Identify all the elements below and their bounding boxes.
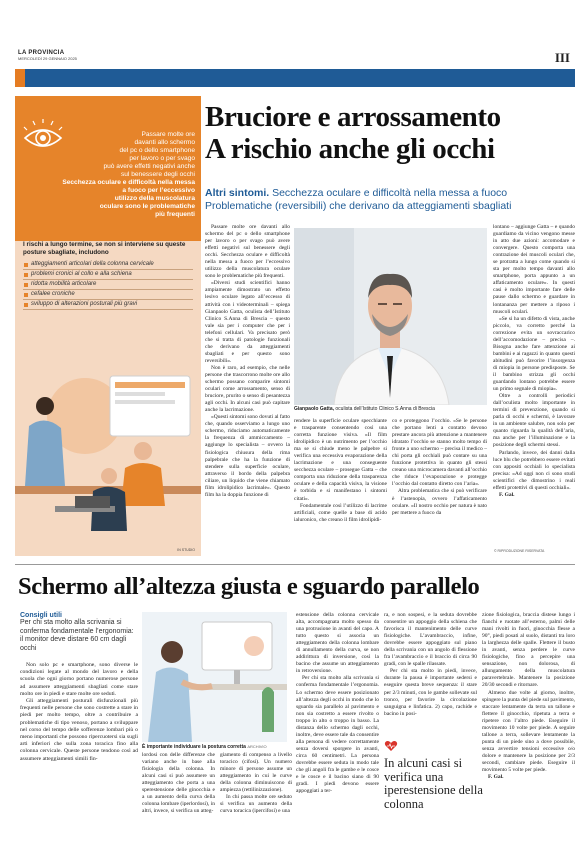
kicker: Altri sintomi. (205, 187, 270, 199)
issue-date: MERCOLEDÌ 29 GENNAIO 2025 (18, 56, 77, 61)
masthead (18, 50, 77, 61)
paragraph: «Se si ha un difetto di vista, anche piccolo, va corretto perché la correzione evita un sovraccarico dell’accomodazione – precisa –. Bisogna anche fare attenzione ai bambini e ai ragazzi in quanto questi abitudini può favorire l’insorgenza di miopia in persone predisposte. Se il bambino strizza gli occhi guardando lontano potrebbe essere un primo segnale di miopia». (493, 315, 575, 393)
headline-line: Bruciore e arrossamento (205, 101, 501, 133)
caption-name: Gianpaolo Gatta, (294, 406, 335, 412)
infographic-panel (15, 96, 201, 556)
paragraph: Passare molte ore davanti allo schermo del pc o dello smartphone per lavoro o per svago può avere effetti negativi sul benessere degli occhi. Secchezza oculare e difficoltà nella messa a fuoco per l’eccessivo utilizzo della muscolatura oculare sono le problematiche più frequenti. (205, 224, 290, 280)
photo2-caption (142, 744, 302, 750)
risk-item: cefalee croniche (23, 290, 193, 300)
paragraph: rendere la superficie oculare specchiante e trasparente consentendo così una corretta funzione visiva. «Il film idrolipidico è un nutrimento per l’occhio ma se si chiude meno le palpebre si verifica una eccessiva evaporazione della lacrimazione e una conseguente secchezza oculare – prosegue Gatta – che comporta una riduzione della trasparenza oculare e della capacità visiva, la visione è torbida e si manifestano i sintomi citati». (294, 418, 387, 502)
section-bar-accent (15, 69, 25, 87)
paragraph: Non solo pc e smartphone, sono diverse le condizioni legate al mondo del lavoro e della scuola che ogni giorno portano numerose persone ad assumere atteggiamenti sbagliati come stare molto ore in piedi e stare molte ore seduti. (20, 662, 138, 697)
article1-column-4 (493, 224, 575, 542)
photo1-caption (294, 406, 487, 412)
paragraph: Gli atteggiamenti posturali disfunzionali più frequenti nelle persone che sono costrette a stare in piedi per molto tempo, oltre a contribuire a problematiche di tipo venoso, portano a sviluppare nel corso del tempo delle sofferenze lombari più o meno importanti che possono ripercuotersi sia sugli arti inferiori che sulla zona toracica fino alla colonna cervicale. Queste persone tendono così ad assumere atteggiamenti simili fin- (20, 698, 138, 762)
heart-icon (384, 740, 398, 752)
risk-item: problemi cronici al collo e alla schiena (23, 270, 193, 280)
posture-photo (142, 612, 287, 742)
signature: F. Gal. (499, 491, 515, 498)
pull-quote: In alcuni casi si verifica una iperestensione della colonna (384, 756, 483, 811)
paragraph: In chi passa molte ore seduto si verifica un aumento della curva toracica (ipercifosi) e una (220, 794, 292, 815)
paragraph: giamento di compenso a livello toracico (cifosi). Un numero minore di persone assume un atteggiamento in cui le curve della colonna diminuiscono di ampiezza (rettilinizzazione). (220, 752, 292, 794)
caption-bold: È importante individuare la postura corretta (142, 744, 246, 750)
paragraph: zione fisiologica, braccia distese lungo i fianchi e ruotate all’esterno, palmi delle mani rivolti in fuori, ginocchia flesse a 90°, piedi posati al suolo, distanti tra loro la larghezza delle spalle. Flettere il busto in avanti, senza perdere le curve fisiologiche, fino a percepire una sensazione, non dolorosa, di allungamento della muscolatura paravertebrale. Mantenere la posizione 20/30 secondi e ritornare. (482, 612, 575, 689)
posture-graphic (142, 612, 287, 742)
paragraph: lordosi con delle differenze che variano anche in base alla fisiologia della colonna. In alcuni casi si può assumere un atteggiamento che porta a una sperestensione delle ginocchia e a un aumento della curva della colonna lombare (iperlordosi), in altri, invece, si verifica un atteg- (142, 752, 215, 815)
paragraph: estensione della colonna cervicale alta, accompagnata molto spesso da una protrusione in avanti del capo. A tutto questo si associa un atteggiamento della colonna lombare di annullamento della curva, se non addirittura di inversione, così la bacino che assume un atteggiamento in retroversione. (296, 612, 379, 675)
portrait-graphic (294, 228, 487, 405)
sidebar-text: Per chi sta molto alla scrivania si conferma fondamentale l’ergonomia: il monitor deve distare 60 cm dagli occhi (20, 619, 134, 652)
intro-bold-line: oculare sono le problematiche (99, 203, 195, 210)
intro-bold-line: più frequenti (155, 211, 195, 218)
article1-column-2 (294, 418, 387, 556)
caption-text: oculista dell’Istituto Clinico S.Anna di Brescia (335, 406, 435, 412)
illustration-credit: IN STUDIO (177, 548, 195, 552)
paragraph: Altra problematica che si può verificare è l’astenopia, ovvero l’affaticamento oculare. «Il nostro occhio per natura è nato per mettere a fuoco da (392, 488, 487, 516)
article1-column-1 (205, 224, 290, 556)
paragraph: co e proteggono l’occhio. «Se le persone che portano lenti a contatto devono prestare ancora più attenzione a mantenere idratato l’occhio se stanno molto tempo di fronte a uno schermo – precisa il medico – chi porta gli occhiali può contare su una funzione protettiva in quanto gli stessi creano una microcamera davanti all’occhio che riduce l’evaporazione e protegge l’occhio dal contatto diretto con l’aria». (392, 418, 487, 488)
section-divider (15, 564, 575, 565)
article2-headline: Schermo all’altezza giusta e sguardo parallelo (18, 573, 480, 600)
intro-bold-line: a fuoco per l’eccessivo (122, 187, 195, 194)
infographic-intro (57, 131, 195, 219)
article1-subheading (205, 187, 575, 213)
office-illustration (15, 356, 201, 556)
risk-item: atteggiamenti articolari della colonna cervicale (23, 260, 193, 270)
paragraph: lontano – aggiunge Gatta – e quando guardiamo da vicino vengono messe in atto due azioni: accomodare e convergere. Questo comporta una contrazione dei muscoli oculari che, se protratta a lungo come quando si sta per molto tempo davanti allo smartphone, porta appunto a un affaticamento oculare». In questi casi è molto importante fare delle pause dallo schermo e guardare in lontananza per mettere a riposo i muscoli oculari. (493, 224, 575, 315)
intro-line: del pc o dello smartphone (119, 147, 195, 154)
paragraph: «Questi sintomi sono dovuti al fatto che, quando osserviamo a lungo uno schermo, riduciamo automaticamente la frequenza di ammiccamento – aggiunge lo specialista – ovvero la fisiologica chiusura della rima palpebrale che ha la funzione di stendere sulla superficie oculare, attraverso il bordo della palpebra ciliare, un liquido che viene chiamato film idrolipidico lacrimale». Questo film ha la doppia funzione di (205, 414, 290, 498)
intro-line: può avere effetti negativi anche (103, 163, 195, 170)
article2-column-3 (296, 612, 379, 844)
intro-line: Passare molte ore (141, 131, 195, 138)
signature: F. Gal. (488, 774, 504, 781)
caption-credit: ARCHIVIO (247, 744, 267, 749)
headline-line: A rischio anche gli occhi (205, 133, 495, 165)
paragraph: Parlando, invece, dei danni dalla luce blu che potrebbero essere evitati con appositi occhiali lo specialista precisa: «Ad oggi non ci sono studi scientifici che dimostrino i reali effetti protettivi di questi occhiali». (493, 449, 575, 491)
article2-column-5 (482, 612, 575, 844)
risk-item: ridotta mobilità articolare (23, 280, 193, 290)
copyright-notice: © RIPRODUZIONE RISERVATA (494, 549, 545, 553)
intro-bold-line: utilizzo della muscolatura (114, 195, 195, 202)
risks-list (23, 260, 193, 310)
article1-headline (205, 101, 575, 165)
subheading-text: Secchezza oculare e difficoltà nella messa a fuoco Problematiche (reversibili) che derivano da atteggiamenti sbagliati (205, 187, 512, 212)
article2-sidebar (20, 612, 138, 653)
risks-title: I rischi a lungo termine, se non si interviene su queste posture sbagliate, includono (23, 241, 186, 256)
risk-item: sviluppo di alterazioni posturali più gravi (23, 300, 193, 310)
paragraph: Per chi sta molto alla scrivania si conferma fondamentale l’ergonomia. Lo schermo deve essere posizionato all’altezza degli occhi in modo che lo sguardo sia parallelo al pavimento e non sia costretto a essere rivolto o troppo in alto o troppo in basso. La distanza dello schermo dagli occhi, inoltre, deve essere tale da consentire alla persona di vedere correttamente senza doversi sporgere in avanti, circa 60 centimetri. La persona dovrebbe essere seduta in modo tale che gli angoli fra le gambe e le cosce e le cosce e il bacino siano di 90 gradi. I piedi devono essere appoggiati a ter- (296, 675, 379, 795)
article2-column-2 (142, 752, 215, 844)
risks-box (23, 241, 193, 310)
newspaper-name: LA PROVINCIA (18, 50, 65, 56)
paragraph: Per chi sta molto in piedi, invece, durante la pausa è importante sedersi e eseguire questa breve sequenza: il stare per 2/3 minuti, con le gambe sollevate sul tronco, per favorire la circolazione sanguigna e linfatica. 2) capo, rachide e bacino in posi- (384, 668, 477, 717)
paragraph: ra, e non sospesi, e la seduta dovrebbe consentire un appoggio della schiena che favorisca il mantenimento delle curve fisiologiche. L’avambraccio, infine, dovrebbe essere appoggiato sul piano della scrivania con un angolo di flessione fra l’avambraccio e il braccio di circa 90 gradi, con le spalle rilassate. (384, 612, 477, 668)
paragraph: Non è raro, ad esempio, che nelle persone che trascorrono molte ore allo schermo possano comparire sintomi oculari come arrossamento, senso di bruciore, prurito o senso di pesantezza agli occhi. In alcuni casi può capitare anche la lacrimazione. (205, 364, 290, 414)
section-bar (15, 69, 575, 87)
paragraph: Fondamentale così l’utilizzo di lacrime artificiali, come quelle a base di acido ialuronico, che creano il film idrolipidi- (294, 502, 387, 523)
article1-column-3 (392, 418, 487, 556)
intro-bold-line: Secchezza oculare e difficoltà nella messa (62, 179, 195, 186)
page-number: III (554, 50, 570, 65)
article2-column-4 (384, 612, 477, 740)
intro-line: sul benessere degli occhi (120, 171, 195, 178)
article2-column-2b (220, 752, 292, 844)
paragraph: «Diversi studi scientifici hanno ampiamente dimostrato un effetto lesivo oculare legato all’eccesso di attività con i videoterminali – spiega Gianpaolo Gatta, oculista dell’Istituto Clinico S.Anna di Brescia – questo vale sia per i computer che per i telefoni cellulari. Va precisato però che si tratta di patologie funzionali che derivano da atteggiamenti sbagliati e per questo sono reversibili». (205, 280, 290, 364)
intro-line: davanti allo schermo (134, 139, 195, 146)
paragraph: Almeno due volte al giorno, inoltre, spingere la punta del piede sul pavimento, staccare lentamente da terra un tallone e flettere il ginocchio, ripetuta a terra e ripetere con l’altro piede. Eseguire il movimento 10 volte per piede. A seguire tallone a terra, sollevare lentamente la punta di un piede sino a dove possibile, senza avvertire tensioni eccessive o/o dolore e mantenere la posizione per 2/3 secondi, cambiare piede. Eseguire il movimento 5 volte per piede. (482, 689, 575, 774)
doctor-portrait (294, 228, 487, 405)
intro-line: per lavoro o per svago (129, 155, 195, 162)
paragraph: Oltre a controlli periodici dall’oculista molto importante in termini di prevenzione, quando si parla di occhi e schermi, è lavorare in un ambiente salubre, non solo per quanto riguarda la qualità dell’aria, ma anche per l’illuminazione e la posizione degli schermi stessi. (493, 393, 575, 449)
sidebar-label: Consigli utili (20, 612, 62, 619)
article2-column-1 (20, 662, 138, 842)
